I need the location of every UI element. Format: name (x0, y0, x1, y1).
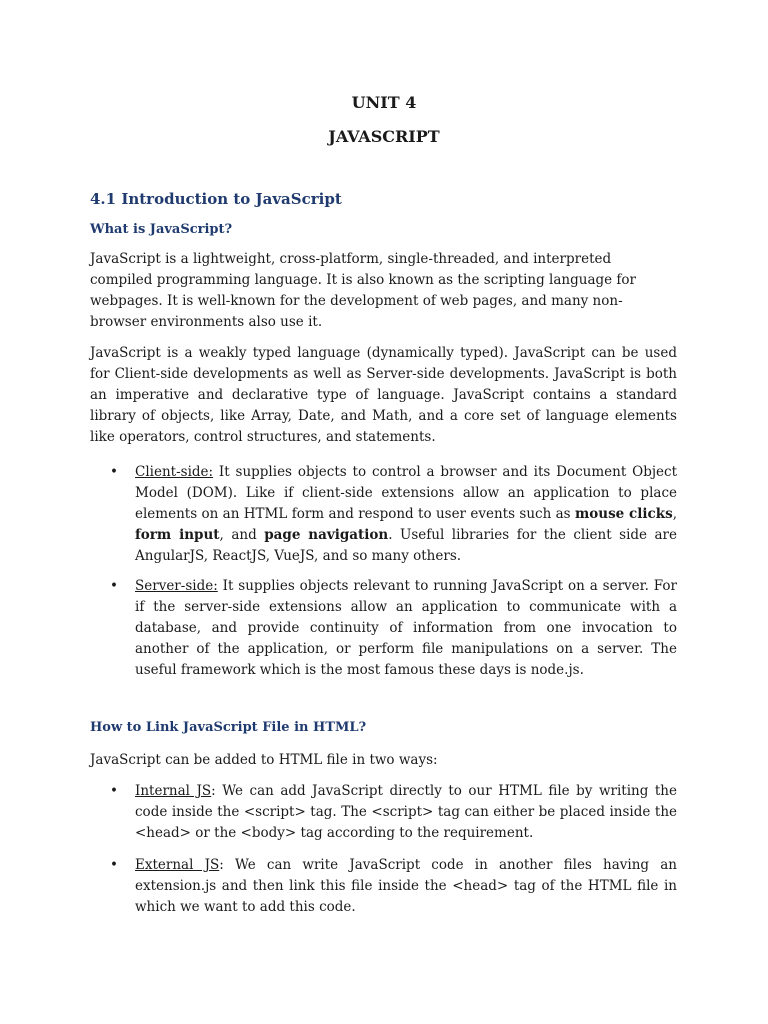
typing-paragraph: JavaScript is a weakly typed language (dynamically typed). JavaScript can be used for Client-side developments as well as Server-side developments. JavaScript is both an imperative and declarative type of language. JavaScript contains a standard library of objects, like Array, Date, and Math, and a core set of language elements like operators, control structures, and statements. (90, 345, 677, 445)
term-internal-js: Internal JS (135, 783, 212, 799)
document-title: JAVASCRIPT (328, 127, 440, 146)
unit-label: UNIT 4 (351, 93, 417, 112)
link-intro: JavaScript can be added to HTML file in two ways: (90, 752, 438, 768)
list-item: • Client-side: It supplies objects to control a browser and its Document Object Model (DOM). Like if client-side extensions allow an application to place elements on an HTML form and respond to user events such as mouse clicks, form input, and page navigation. Useful libraries for the client side are AngularJS, ReactJS, VueJS, and so many others. (110, 464, 677, 564)
link-section-heading: How to Link JavaScript File in HTML? (90, 720, 367, 735)
section-heading: 4.1 Introduction to JavaScript (90, 190, 342, 208)
term-client-side: Client-side: (135, 464, 214, 480)
bullet-icon: • (110, 464, 118, 480)
term-external-js: External JS (135, 857, 220, 873)
bullet-icon: • (110, 578, 118, 594)
list-item: • Internal JS: We can add JavaScript directly to our HTML file by writing the code inside the <script> tag. The <script> tag can either be placed inside the <head> or the <body> tag according to the requirement. (110, 783, 677, 841)
section-subheading: What is JavaScript? (90, 222, 233, 237)
term-server-side: Server-side: (135, 578, 218, 594)
bullet-icon: • (110, 857, 118, 873)
intro-paragraph: JavaScript is a lightweight, cross-platform, single-threaded, and interpreted compiled programming language. It is also known as the scripting language for webpages. It is well-known for the development of web pages, and many non-browser environments also use it. (90, 251, 636, 330)
list-item: • External JS: We can write JavaScript code in another files having an extension.js and then link this file inside the <head> tag of the HTML file in which we want to add this code. (110, 857, 677, 915)
bullet-icon: • (110, 783, 118, 799)
list-item: • Server-side: It supplies objects relevant to running JavaScript on a server. For if the server-side extensions allow an application to communicate with a database, and provide continuity of information from one invocation to another of the application, or perform file manipulations on a server. The useful framework which is the most famous these days is node.js. (110, 578, 677, 678)
